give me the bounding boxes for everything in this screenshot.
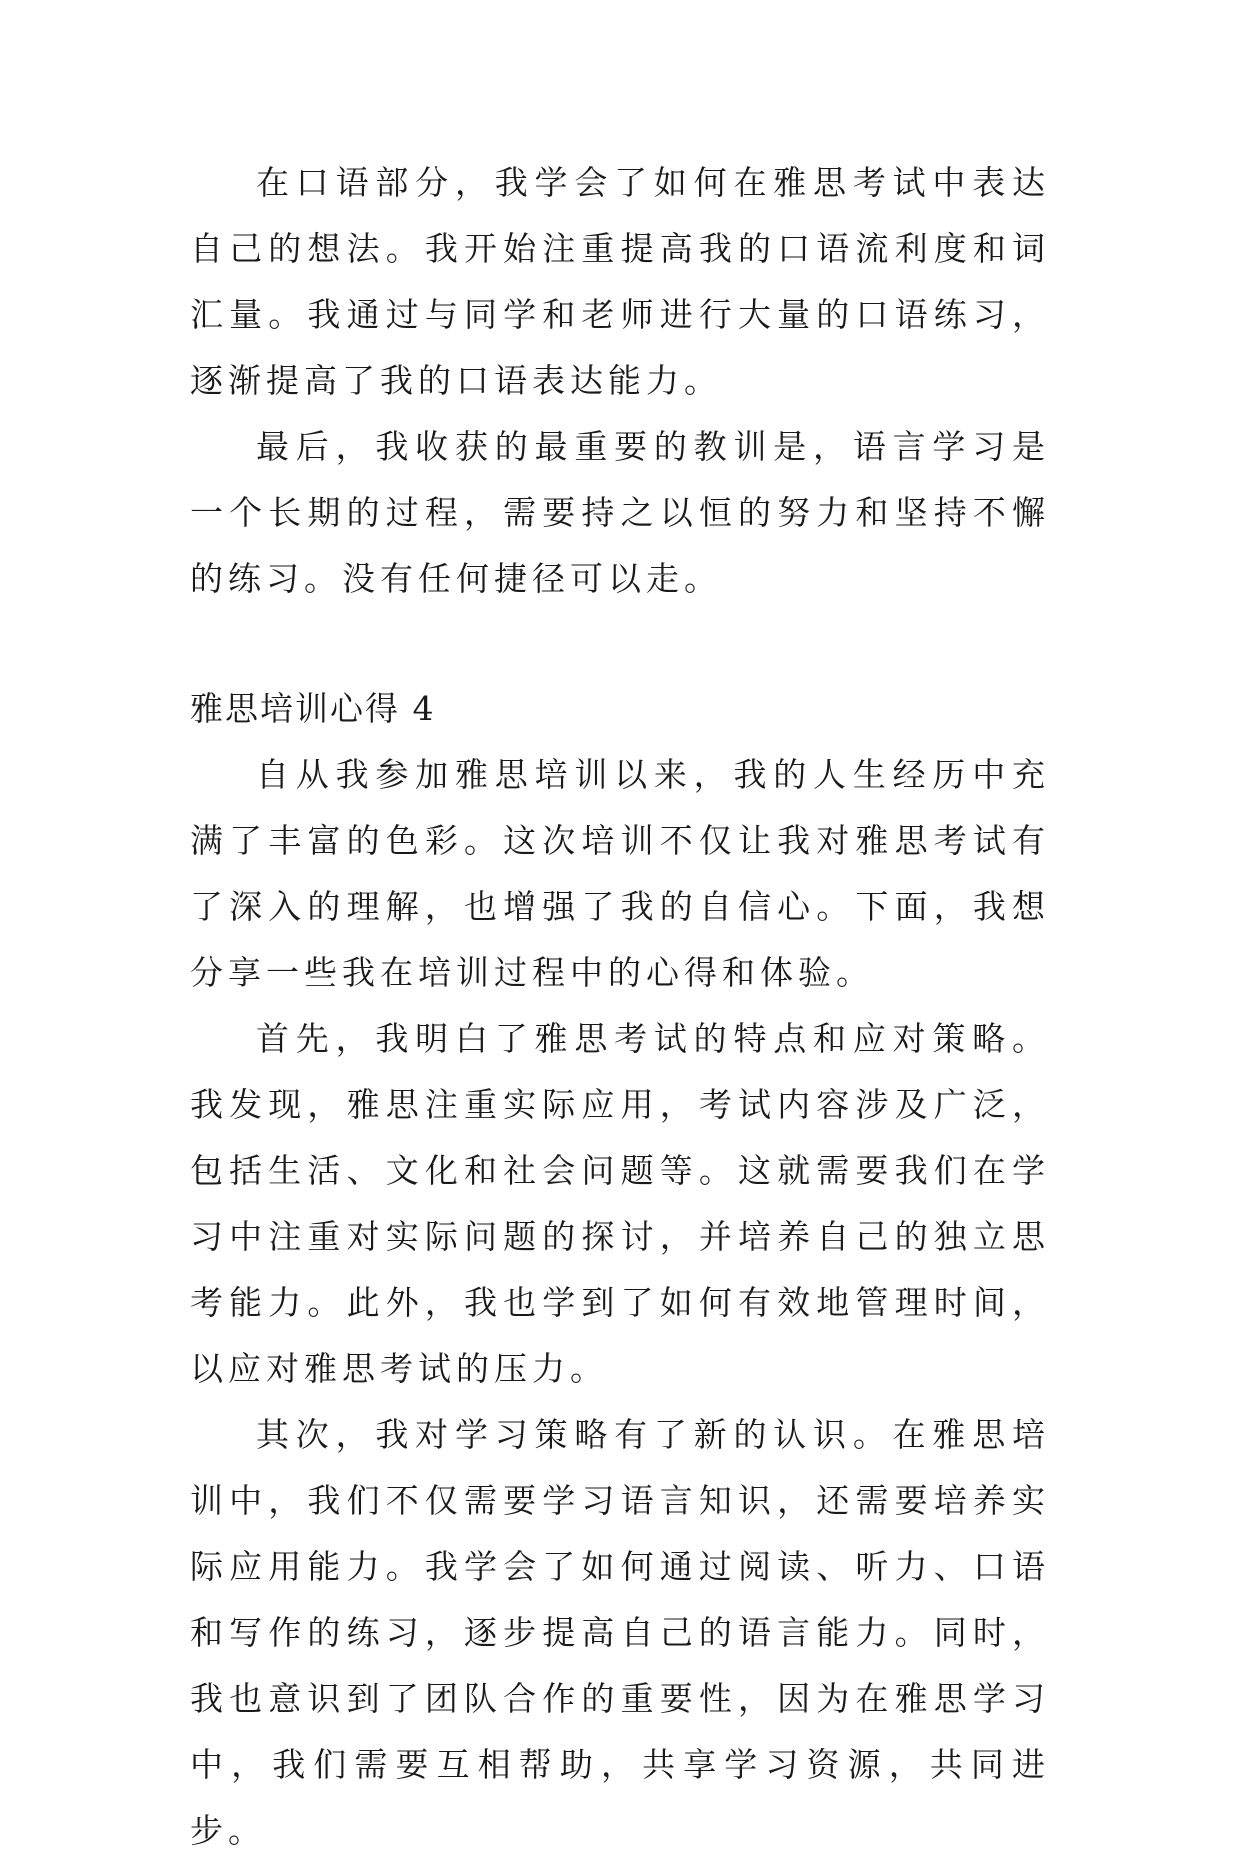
paragraph-first: 首先，我明白了雅思考试的特点和应对策略。我发现，雅思注重实际应用，考试内容涉及广泛，包括生活、文化和社会问题等。这就需要我们在学习中注重对实际问题的探讨，并培养自己的独立思考能力。此外，我也学到了如何有效地管理时间，以应对雅思考试的压力。 <box>190 1019 1050 1388</box>
section-heading: 雅思培训心得 4 <box>190 689 436 728</box>
paragraph-lesson: 最后，我收获的最重要的教训是，语言学习是一个长期的过程，需要持之以恒的努力和坚持不懈的练习。没有任何捷径可以走。 <box>190 427 1050 598</box>
document-page <box>190 150 1050 1864</box>
paragraph-speaking: 在口语部分，我学会了如何在雅思考试中表达自己的想法。我开始注重提高我的口语流利度和词汇量。我通过与同学和老师进行大量的口语练习，逐渐提高了我的口语表达能力。 <box>190 163 1050 400</box>
paragraph-second: 其次，我对学习策略有了新的认识。在雅思培训中，我们不仅需要学习语言知识，还需要培养实际应用能力。我学会了如何通过阅读、听力、口语和写作的练习，逐步提高自己的语言能力。同时，我也意识到了团队合作的重要性，因为在雅思学习中，我们需要互相帮助，共享学习资源，共同进步。 <box>190 1415 1050 1850</box>
paragraph-intro: 自从我参加雅思培训以来，我的人生经历中充满了丰富的色彩。这次培训不仅让我对雅思考试有了深入的理解，也增强了我的自信心。下面，我想分享一些我在培训过程中的心得和体验。 <box>190 755 1050 992</box>
